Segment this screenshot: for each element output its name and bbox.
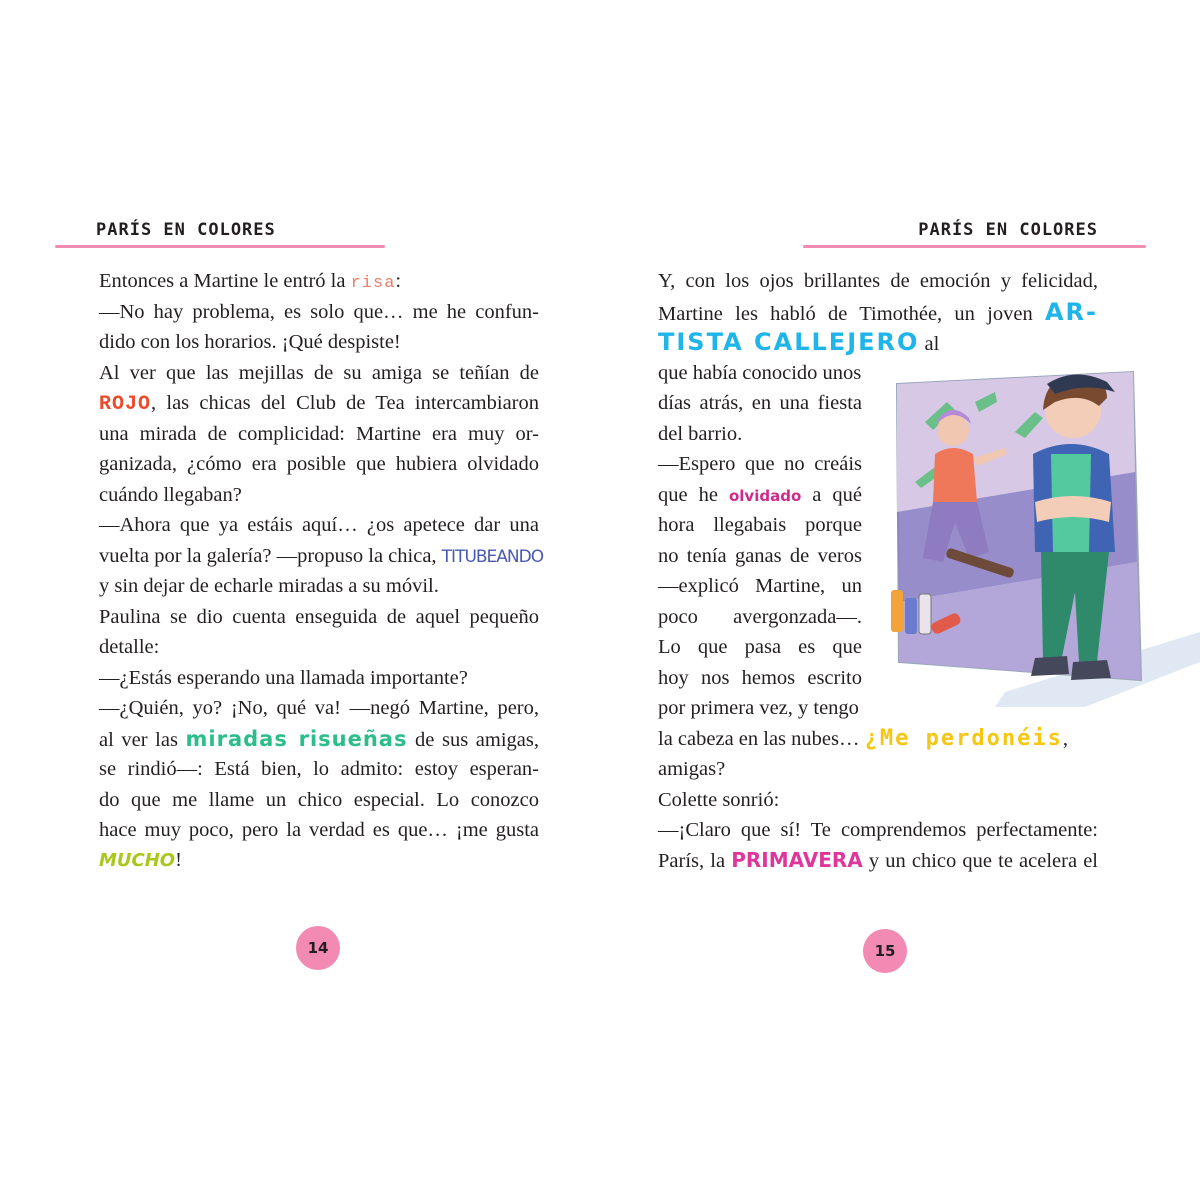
text-line: —Espero que no creáis xyxy=(658,453,862,475)
text-line: Lo que pasa es que xyxy=(658,636,862,658)
spray-can xyxy=(905,598,917,634)
text-line: París, la PRIMAVERA y un chico que te acelera el xyxy=(658,848,1098,872)
emphasis-rojo: ROJO xyxy=(99,393,152,416)
text-line: —¿Estás esperando una llamada importante? xyxy=(99,667,468,689)
artist-shoe xyxy=(1031,656,1069,676)
running-head: PARÍS EN COLORES xyxy=(918,220,1098,240)
text-line: Martine les habló de Timothée, un joven AR- xyxy=(658,298,1098,326)
text-line: —¡Claro que sí! Te comprendemos perfectamente: xyxy=(658,819,1098,841)
text-line: una mirada de complicidad: Martine era muy or- xyxy=(99,423,539,445)
emphasis-tista-callejero: TISTA CALLEJERO xyxy=(658,328,920,356)
emphasis-artista: AR- xyxy=(1044,298,1098,326)
text-line: amigas? xyxy=(658,758,726,780)
text-line: dido con los horarios. ¡Qué despiste! xyxy=(99,331,401,353)
text-line: hora llegabais porque xyxy=(658,514,862,536)
text-line: no tenía ganas de veros xyxy=(658,545,862,567)
emphasis-mucho: MUCHO xyxy=(99,850,176,871)
spray-can xyxy=(919,594,931,634)
text-line: ganizada, ¿cómo era posible que hubiera olvidado xyxy=(99,453,539,475)
text-line: Paulina se dio cuenta enseguida de aquel pequeño xyxy=(99,606,539,628)
emphasis-olvidado: olvidado xyxy=(728,487,802,505)
text-line: del barrio. xyxy=(658,423,743,445)
emphasis-primavera: PRIMAVERA xyxy=(731,848,863,872)
text-line: cuándo llegaban? xyxy=(99,484,242,506)
text-line: detalle: xyxy=(99,636,160,658)
text-line: —explicó Martine, un xyxy=(658,575,862,597)
skater-shirt xyxy=(933,448,977,502)
text-line: do que me llame un chico especial. Lo conozco xyxy=(99,789,539,811)
text-line: que había conocido unos xyxy=(658,362,862,384)
running-head-rule xyxy=(803,245,1146,248)
text-line: y sin dejar de echarle miradas a su móvil. xyxy=(99,575,439,597)
spray-can xyxy=(891,590,903,632)
page-number: 15 xyxy=(863,929,907,973)
text-line: Y, con los ojos brillantes de emoción y felicidad, xyxy=(658,270,1098,292)
text-line: Al ver que las mejillas de su amiga se teñían de xyxy=(99,362,539,384)
text-line: días atrás, en una fiesta xyxy=(658,392,862,414)
emphasis-titubeando: TITUBEANDO xyxy=(441,547,544,567)
text-line: por primera vez, y tengo xyxy=(658,697,859,719)
text-line: —Ahora que ya estáis aquí… ¿os apetece dar una xyxy=(99,514,539,536)
text-line: que he olvidado a qué xyxy=(658,484,862,506)
text-line: vuelta por la galería? —propuso la chica, TITUBEANDO xyxy=(99,545,544,567)
emphasis-risa: risa xyxy=(350,274,396,293)
text-line: —¿Quién, yo? ¡No, qué va! —negó Martine, pero, xyxy=(99,697,539,719)
text-line: ROJO, las chicas del Club de Tea intercambiaron xyxy=(99,392,539,416)
right-page xyxy=(600,0,1200,1200)
emphasis-miradas-risuenas: miradas risueñas xyxy=(185,727,408,751)
text-line: Colette sonrió: xyxy=(658,789,780,811)
text-line: poco avergonzada—. xyxy=(658,606,862,628)
running-head-rule xyxy=(55,245,385,248)
emphasis-me-perdoneis: ¿Me perdonéis xyxy=(864,726,1063,751)
street-artist-illustration xyxy=(885,362,1200,707)
running-head: PARÍS EN COLORES xyxy=(96,220,276,240)
text-line: hace muy poco, pero la verdad es que… ¡me gusta xyxy=(99,819,539,841)
text-line: la cabeza en las nubes… ¿Me perdonéis, xyxy=(658,726,1068,751)
text-line: hoy nos hemos escrito xyxy=(658,667,862,689)
text-line: al ver las miradas risueñas de sus amigas, xyxy=(99,727,539,751)
text-line: MUCHO! xyxy=(99,849,182,871)
page-number: 14 xyxy=(296,926,340,970)
text-line: TISTA CALLEJERO al xyxy=(658,328,940,356)
text-line: —No hay problema, es solo que… me he confun- xyxy=(99,301,539,323)
artist-shoe xyxy=(1071,660,1111,680)
text-line: se rindió—: Está bien, lo admito: estoy esperan- xyxy=(99,758,539,780)
text-line: Entonces a Martine le entró la risa: xyxy=(99,270,402,293)
